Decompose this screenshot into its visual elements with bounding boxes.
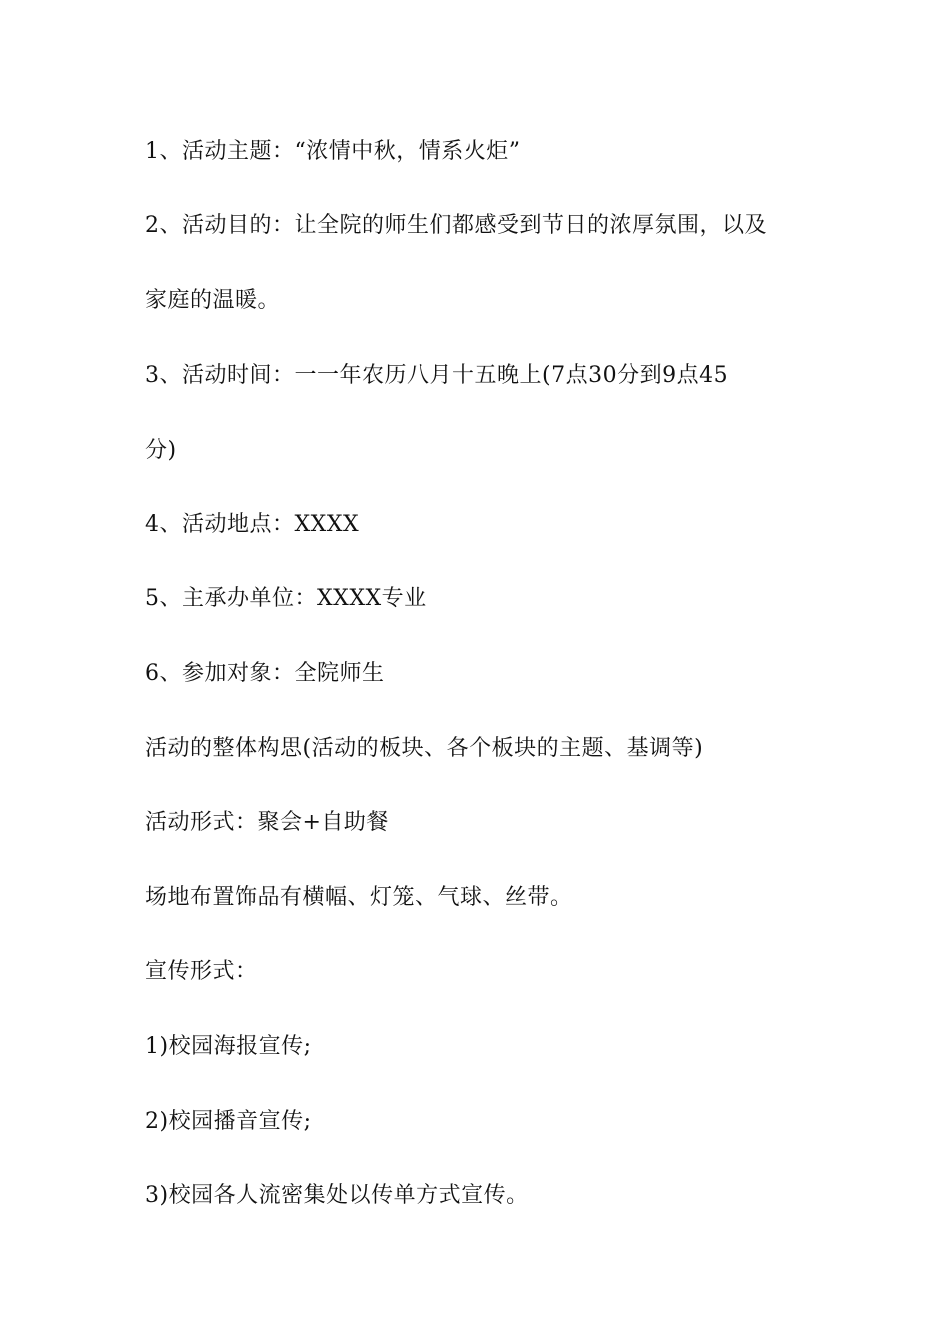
activity-time-continuation: 分): [145, 438, 177, 463]
organizer-line: 5、主承办单位：XXXX专业: [145, 586, 427, 611]
publicity-item-posters: 1)校园海报宣传;: [145, 1034, 312, 1059]
activity-time-line: 3、活动时间：一一年农历八月十五晚上(7点30分到9点45: [145, 363, 729, 388]
activity-purpose-continuation: 家庭的温暖。: [145, 288, 281, 313]
activity-location-line: 4、活动地点：XXXX: [145, 512, 360, 537]
overall-concept-line: 活动的整体构思(活动的板块、各个板块的主题、基调等): [145, 736, 704, 761]
participants-line: 6、参加对象：全院师生: [145, 661, 385, 686]
publicity-heading: 宣传形式：: [145, 959, 258, 984]
publicity-item-broadcast: 2)校园播音宣传;: [145, 1109, 312, 1134]
publicity-item-flyers: 3)校园各人流密集处以传单方式宣传。: [145, 1183, 529, 1208]
activity-theme-line: 1、活动主题：“浓情中秋，情系火炬”: [145, 139, 521, 164]
activity-format-line: 活动形式：聚会+自助餐: [145, 810, 389, 835]
venue-decoration-line: 场地布置饰品有横幅、灯笼、气球、丝带。: [145, 885, 573, 910]
activity-purpose-line: 2、活动目的：让全院的师生们都感受到节日的浓厚氛围，以及: [145, 213, 767, 238]
